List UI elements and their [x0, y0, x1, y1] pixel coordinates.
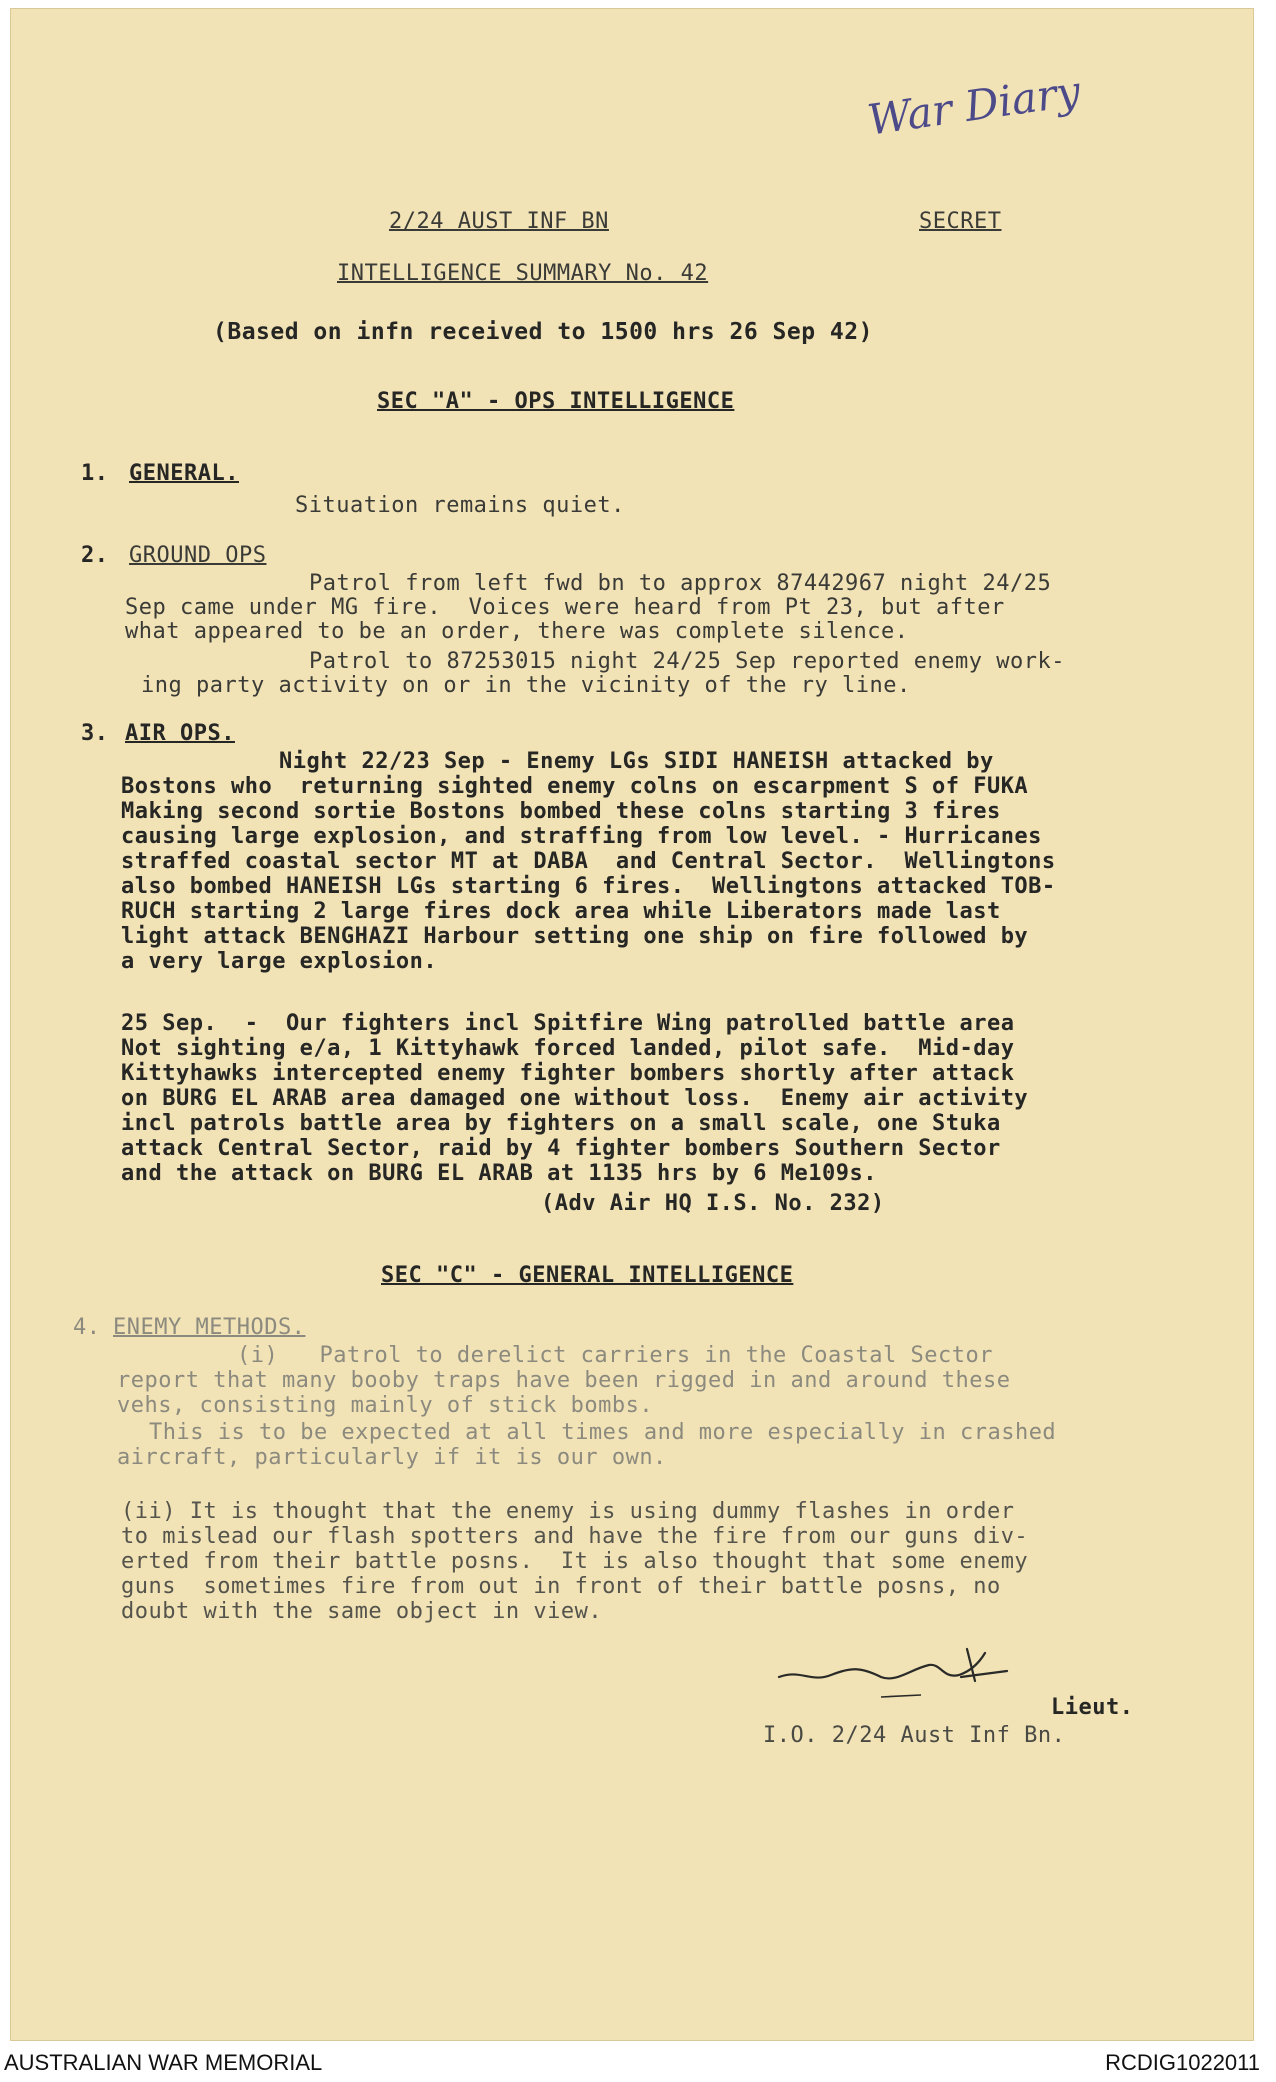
item-4-line: aircraft, particularly if it is our own.	[117, 1445, 667, 1470]
item-3-line: incl patrols battle area by fighters on a small scale, one Stuka	[121, 1111, 1001, 1136]
item-2-line: ing party activity on or in the vicinity of the ry line.	[141, 673, 911, 698]
signature-rank: Lieut.	[1051, 1695, 1134, 1720]
unit-name: 2/24 AUST INF BN	[389, 209, 609, 234]
item-1-number: 1.	[81, 461, 109, 486]
item-3-line: also bombed HANEISH LGs starting 6 fires. Wellingtons attacked TOB-	[121, 874, 1056, 899]
item-4-line: guns sometimes fire from out in front of their battle posns, no	[121, 1574, 1001, 1599]
item-3-source: (Adv Air HQ I.S. No. 232)	[541, 1191, 885, 1216]
item-3-line: on BURG EL ARAB area damaged one without loss. Enemy air activity	[121, 1086, 1029, 1111]
classification-label: SECRET	[919, 209, 1002, 234]
item-2-line: Patrol to 87253015 night 24/25 Sep reported enemy work-	[309, 649, 1065, 674]
item-3-line: light attack BENGHAZI Harbour setting one ship on fire followed by	[121, 924, 1029, 949]
item-2-line: Patrol from left fwd bn to approx 87442967 night 24/25	[309, 571, 1052, 596]
signature-unit: I.O. 2/24 Aust Inf Bn.	[763, 1723, 1066, 1748]
item-2-number: 2.	[81, 543, 109, 568]
item-3-line: attack Central Sector, raid by 4 fighter bombers Southern Sector	[121, 1136, 1001, 1161]
item-4-line: to mislead our flash spotters and have the fire from our guns div-	[121, 1524, 1029, 1549]
item-3-title: AIR OPS.	[125, 721, 235, 746]
item-3-line: straffed coastal sector MT at DABA and Central Sector. Wellingtons	[121, 849, 1056, 874]
document-page	[10, 8, 1254, 2041]
item-4-line: This is to be expected at all times and more especially in crashed	[149, 1420, 1057, 1445]
signature-scrawl	[771, 1639, 1031, 1699]
item-4-number: 4.	[73, 1315, 101, 1340]
item-3-line: Night 22/23 Sep - Enemy LGs SIDI HANEISH attacked by	[279, 749, 994, 774]
item-3-line: Making second sortie Bostons bombed these colns starting 3 fires	[121, 799, 1001, 824]
item-3-line: Not sighting e/a, 1 Kittyhawk forced landed, pilot safe. Mid-day	[121, 1036, 1015, 1061]
item-3-line: Bostons who returning sighted enemy colns on escarpment S of FUKA	[121, 774, 1029, 799]
document-basis: (Based on infn received to 1500 hrs 26 Sep 42)	[213, 319, 873, 345]
item-2-line: Sep came under MG fire. Voices were heard from Pt 23, but after	[125, 595, 1005, 620]
item-4-line: doubt with the same object in view.	[121, 1599, 603, 1624]
item-3-line: 25 Sep. - Our fighters incl Spitfire Wing patrolled battle area	[121, 1011, 1015, 1036]
item-1-title: GENERAL.	[129, 461, 239, 486]
item-2-line: what appeared to be an order, there was complete silence.	[125, 619, 909, 644]
item-4-line: erted from their battle posns. It is also thought that some enemy	[121, 1549, 1029, 1574]
item-3-number: 3.	[81, 721, 109, 746]
item-1-text: Situation remains quiet.	[295, 493, 625, 518]
section-c-heading: SEC "C" - GENERAL INTELLIGENCE	[381, 1263, 794, 1288]
item-4-line: (i) Patrol to derelict carriers in the Coastal Sector	[237, 1343, 993, 1368]
archive-reference: RCDIG1022011	[1105, 2050, 1260, 2075]
item-3-line: a very large explosion.	[121, 949, 438, 974]
item-3-line: causing large explosion, and straffing from low level. - Hurricanes	[121, 824, 1042, 849]
item-4-line: vehs, consisting mainly of stick bombs.	[117, 1393, 654, 1418]
handwritten-note: War Diary	[864, 66, 1084, 145]
archive-name: AUSTRALIAN WAR MEMORIAL	[4, 2050, 323, 2075]
item-2-title: GROUND OPS	[129, 543, 267, 568]
item-3-line: Kittyhawks intercepted enemy fighter bombers shortly after attack	[121, 1061, 1015, 1086]
item-3-line: RUCH starting 2 large fires dock area while Liberators made last	[121, 899, 1001, 924]
section-a-heading: SEC "A" - OPS INTELLIGENCE	[377, 389, 735, 414]
item-3-line: and the attack on BURG EL ARAB at 1135 hrs by 6 Me109s.	[121, 1161, 877, 1186]
item-4-title: ENEMY METHODS.	[113, 1315, 306, 1340]
item-4-line: (ii) It is thought that the enemy is using dummy flashes in order	[121, 1499, 1015, 1524]
document-title: INTELLIGENCE SUMMARY No. 42	[337, 261, 709, 286]
item-4-line: report that many booby traps have been rigged in and around these	[117, 1368, 1011, 1393]
